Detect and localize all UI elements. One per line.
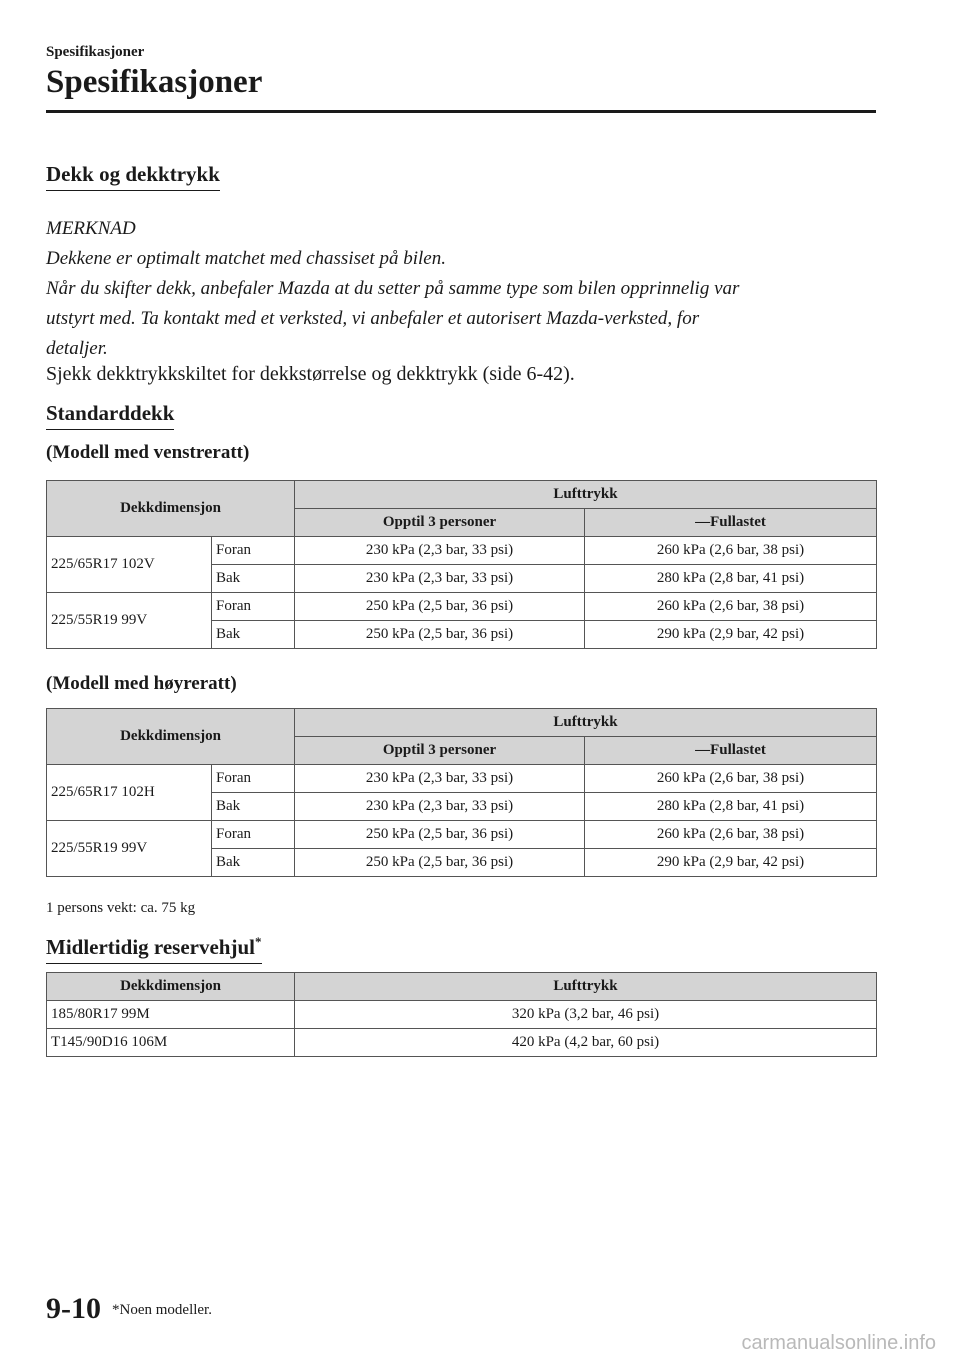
- table-caption-right-hand: (Modell med høyreratt): [46, 673, 237, 694]
- table-caption-left-hand: (Modell med venstreratt): [46, 442, 250, 463]
- tire-dimension: 185/80R17 99M: [47, 1001, 295, 1029]
- table-row: [47, 593, 877, 621]
- standard-tires-heading: Standarddekk: [46, 400, 174, 430]
- pressure-value: 250 kPa (2,5 bar, 36 psi): [295, 821, 585, 849]
- tire-dimension: 225/55R19 99V: [47, 821, 212, 877]
- header-pressure: Lufttrykk: [295, 481, 877, 509]
- pressure-value: 260 kPa (2,6 bar, 38 psi): [585, 593, 877, 621]
- axle-label: Foran: [212, 537, 295, 565]
- pressure-value: 250 kPa (2,5 bar, 36 psi): [295, 593, 585, 621]
- axle-label: Bak: [212, 849, 295, 877]
- axle-label: Foran: [212, 765, 295, 793]
- running-head: Spesifikasjoner: [46, 44, 145, 60]
- table-row: [47, 537, 877, 565]
- tire-pressure-table-left-hand: [46, 480, 877, 649]
- footnote: *Noen modeller.: [112, 1302, 212, 1318]
- table-row: [47, 821, 877, 849]
- table-row: [47, 1029, 877, 1057]
- pressure-value: 260 kPa (2,6 bar, 38 psi): [585, 765, 877, 793]
- spare-wheel-heading-text: Midlertidig reservehjul: [46, 935, 255, 959]
- pressure-value: 420 kPa (4,2 bar, 60 psi): [295, 1029, 877, 1057]
- tire-dimension: T145/90D16 106M: [47, 1029, 295, 1057]
- title-rule: [46, 110, 876, 113]
- header-dimension: Dekkdimensjon: [47, 973, 295, 1001]
- note-line: Dekkene er optimalt matchet med chassiset på bilen.: [46, 248, 446, 269]
- header-pressure: Lufttrykk: [295, 973, 877, 1001]
- section-heading-tires: Dekk og dekktrykk: [46, 161, 220, 191]
- page-title: Spesifikasjoner: [46, 64, 263, 100]
- pressure-value: 290 kPa (2,9 bar, 42 psi): [585, 849, 877, 877]
- tire-dimension: 225/65R17 102V: [47, 537, 212, 593]
- header-full-load: —Fullastet: [585, 737, 877, 765]
- pressure-value: 230 kPa (2,3 bar, 33 psi): [295, 793, 585, 821]
- note-line: utstyrt med. Ta kontakt med et verksted, vi anbefaler et autorisert Mazda-verksted, for: [46, 308, 700, 329]
- note-line: detaljer.: [46, 338, 108, 359]
- note-label: MERKNAD: [46, 218, 136, 239]
- table-row: [47, 1001, 877, 1029]
- axle-label: Foran: [212, 593, 295, 621]
- tire-dimension: 225/55R19 99V: [47, 593, 212, 649]
- header-pressure: Lufttrykk: [295, 709, 877, 737]
- pressure-value: 260 kPa (2,6 bar, 38 psi): [585, 821, 877, 849]
- header-up-to-3: Opptil 3 personer: [295, 509, 585, 537]
- pressure-value: 280 kPa (2,8 bar, 41 psi): [585, 793, 877, 821]
- person-weight-note: 1 persons vekt: ca. 75 kg: [46, 900, 196, 916]
- pressure-value: 250 kPa (2,5 bar, 36 psi): [295, 621, 585, 649]
- pressure-value: 230 kPa (2,3 bar, 33 psi): [295, 565, 585, 593]
- tire-pressure-table-right-hand: [46, 708, 877, 877]
- pressure-value: 250 kPa (2,5 bar, 36 psi): [295, 849, 585, 877]
- header-up-to-3: Opptil 3 personer: [295, 737, 585, 765]
- body-text: Sjekk dekktrykkskiltet for dekkstørrelse og dekktrykk (side 6-42).: [46, 363, 575, 385]
- pressure-value: 320 kPa (3,2 bar, 46 psi): [295, 1001, 877, 1029]
- watermark: carmanualsonline.info: [741, 1332, 936, 1354]
- spare-tire-table: [46, 972, 877, 1057]
- pressure-value: 230 kPa (2,3 bar, 33 psi): [295, 765, 585, 793]
- tire-dimension: 225/65R17 102H: [47, 765, 212, 821]
- note-line: Når du skifter dekk, anbefaler Mazda at du setter på samme type som bilen opprinnelig var: [46, 278, 740, 299]
- pressure-value: 260 kPa (2,6 bar, 38 psi): [585, 537, 877, 565]
- axle-label: Foran: [212, 821, 295, 849]
- pressure-value: 230 kPa (2,3 bar, 33 psi): [295, 537, 585, 565]
- header-full-load: —Fullastet: [585, 509, 877, 537]
- header-dimension: Dekkdimensjon: [47, 709, 295, 765]
- note-block: [46, 214, 876, 364]
- axle-label: Bak: [212, 793, 295, 821]
- pressure-value: 280 kPa (2,8 bar, 41 psi): [585, 565, 877, 593]
- pressure-value: 290 kPa (2,9 bar, 42 psi): [585, 621, 877, 649]
- footnote-mark: *: [255, 934, 262, 949]
- axle-label: Bak: [212, 565, 295, 593]
- axle-label: Bak: [212, 621, 295, 649]
- spare-wheel-heading: [46, 934, 262, 964]
- page-number: 9-10: [46, 1292, 101, 1325]
- header-dimension: Dekkdimensjon: [47, 481, 295, 537]
- table-row: [47, 765, 877, 793]
